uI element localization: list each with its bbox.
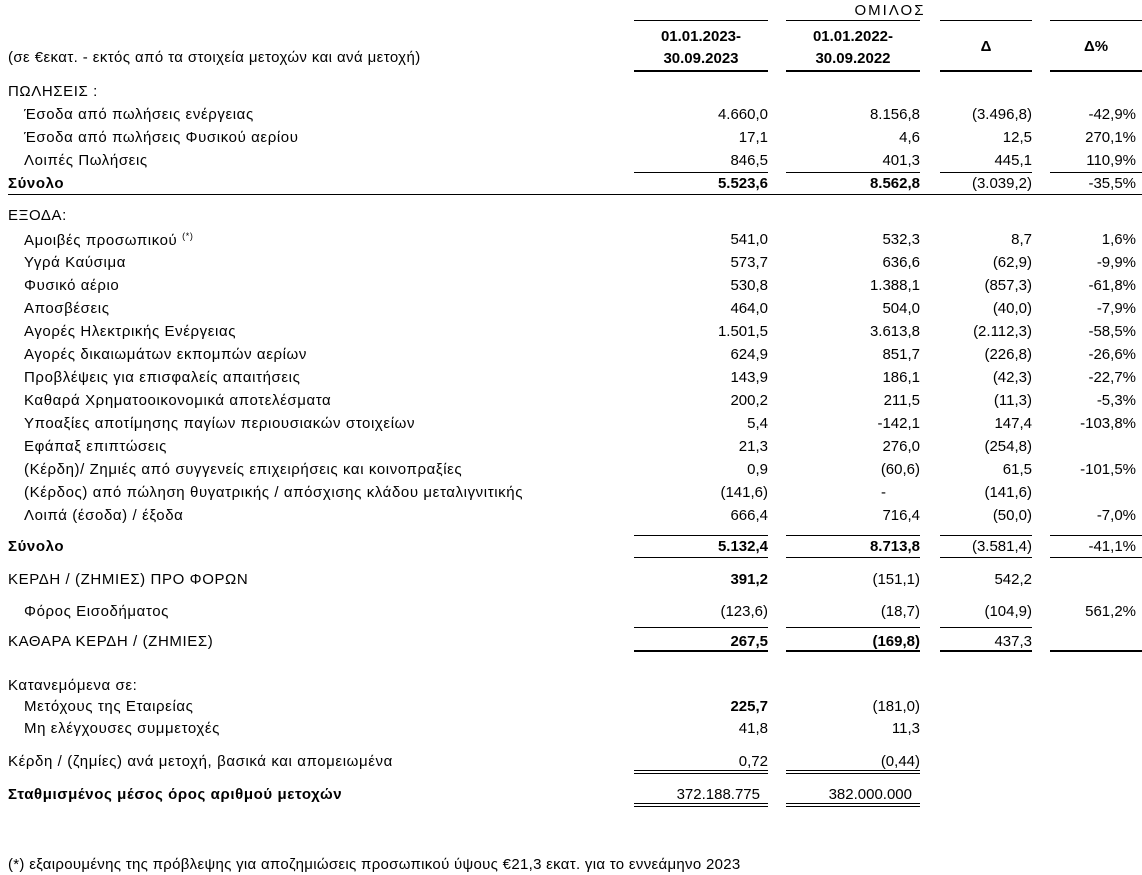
expenses-total-rule-c1 — [634, 557, 768, 558]
expenses-title: ΕΞΟΔΑ: — [8, 207, 67, 224]
net-rule-c1 — [634, 650, 768, 652]
group-title: ΟΜΙΛΟΣ — [854, 2, 926, 19]
sales-subtotal-rule-c4 — [1050, 172, 1142, 173]
shares-rule1-c2 — [786, 803, 920, 804]
eps-rule1-c2 — [786, 770, 920, 771]
units-note: (σε €εκατ. - εκτός από τα στοιχεία μετοχών και ανά μετοχή) — [8, 49, 421, 66]
header-bottom-rule-c2 — [786, 70, 920, 72]
sales-subtotal-rule-c3 — [940, 172, 1032, 173]
shares-rule2-c2 — [786, 806, 920, 807]
net-rule-c3 — [940, 650, 1032, 652]
shares-rule1-c1 — [634, 803, 768, 804]
col2-header-line2: 30.09.2022 — [815, 50, 891, 67]
col1-header-line1: 01.01.2023- — [660, 28, 742, 45]
allocation-title: Κατανεμόμενα σε: — [8, 677, 138, 694]
col1-header-line2: 30.09.2023 — [663, 50, 739, 67]
eps-rule2-c1 — [634, 773, 768, 774]
sales-subtotal-rule-c1 — [634, 172, 768, 173]
header-bottom-rule-c4 — [1050, 70, 1142, 72]
header-rule-c2 — [786, 20, 920, 21]
expenses-total-rule-c3 — [940, 557, 1032, 558]
tax-rule-c3 — [940, 627, 1032, 628]
net-rule-c2 — [786, 650, 920, 652]
expenses-total-rule-c4 — [1050, 557, 1142, 558]
expenses-total-rule-c2 — [786, 557, 920, 558]
col4-header: Δ% — [1083, 38, 1109, 55]
tax-rule-c1 — [634, 627, 768, 628]
header-rule-c4 — [1050, 20, 1142, 21]
footnote: (*) εξαιρουμένης της πρόβλεψης για αποζημιώσεις προσωπικού ύψους €21,3 εκατ. για το εννεάμηνο 2023 — [8, 856, 741, 873]
header-rule-c3 — [940, 20, 1032, 21]
sales-subtotal-rule-c2 — [786, 172, 920, 173]
header-rule-c1 — [634, 20, 768, 21]
eps-rule1-c1 — [634, 770, 768, 771]
expenses-subtotal-rule-c1 — [634, 535, 768, 536]
expenses-subtotal-rule-c4 — [1050, 535, 1142, 536]
net-rule-c4 — [1050, 650, 1142, 652]
expenses-subtotal-rule-c3 — [940, 535, 1032, 536]
sales-title: ΠΩΛΗΣΕΙΣ : — [8, 83, 98, 100]
tax-rule-c2 — [786, 627, 920, 628]
footnote-marker: (*) — [182, 231, 194, 241]
eps-rule2-c2 — [786, 773, 920, 774]
col2-header-line1: 01.01.2022- — [812, 28, 894, 45]
col3-header: Δ — [980, 38, 992, 55]
shares-rule2-c1 — [634, 806, 768, 807]
sales-total-rule — [8, 194, 1142, 195]
header-bottom-rule-c3 — [940, 70, 1032, 72]
header-bottom-rule-c1 — [634, 70, 768, 72]
expenses-subtotal-rule-c2 — [786, 535, 920, 536]
